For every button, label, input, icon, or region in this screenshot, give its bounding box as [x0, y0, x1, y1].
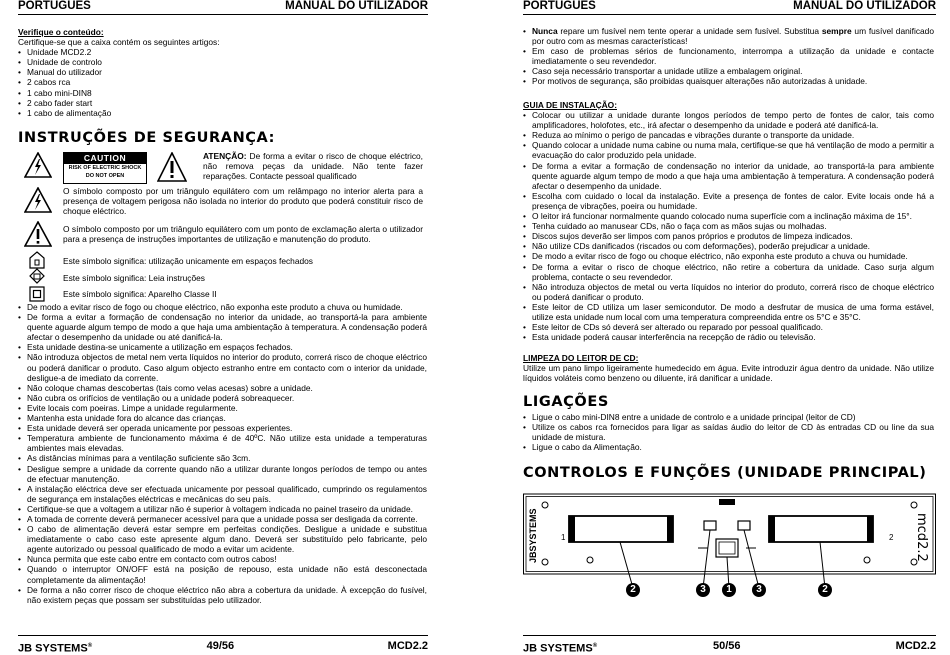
safety-item: • Nunca permita que este cabo entre em contacto com outros cabos!: [18, 554, 427, 564]
install-section: [523, 100, 934, 342]
page-header: [523, 0, 936, 15]
contents-title: Verifique o conteúdo:: [18, 27, 104, 37]
footer-model: MCD2.2: [895, 640, 936, 652]
lightning-warning-icon: [24, 187, 52, 213]
left-page: [18, 0, 428, 654]
safety-item: • Certifique-se que a voltagem a utilizar não é superior à voltagem indicada no painel traseiro da unidade.: [18, 504, 427, 514]
safety-item: • Não coloque chamas descobertas (tais como velas acesas) sobre a unidade.: [18, 383, 427, 393]
indoor-use-icon: [29, 251, 45, 269]
exclamation-warning-icon: [157, 152, 187, 182]
install-item: • Este leitor de CD utiliza um laser semicondutor. De modo a desfrutar de musica de uma forma estável, utilize esta unidade num local com uma temperatura compreendida entre os 5°C e 35°C.: [523, 302, 934, 322]
safety-item: • Quando o interruptor ON/OFF está na posição de repouso, esta unidade não está desconectada completamente da alimentação!: [18, 564, 427, 584]
header-title: MANUAL DO UTILIZADOR: [793, 0, 936, 12]
page-header: [18, 0, 428, 15]
contents-intro: Certifique-se que a caixa contém os seguintes artigos:: [18, 37, 220, 48]
page-footer: [18, 635, 428, 655]
callout-marker: 3: [752, 583, 766, 597]
contents-item: • Manual do utilizador: [18, 67, 428, 77]
device-model-label: mcd2.2: [914, 513, 929, 562]
header-language: PORTUGUÊS: [523, 0, 596, 12]
safety-item: • A instalação eléctrica deve ser efectuada unicamente por pessoal qualificado, cumprindo os regulamentos de segurança em instalações eléctricas e mecânicas do seu país.: [18, 484, 427, 504]
right-page: [523, 0, 936, 654]
cleaning-text: Utilize um pano limpo ligeiramente humedecido em água. Evite introduzir água dentro da unidade. Não utilize líquidos voláteis como benzeno ou diluente, irá danificar a unidade.: [523, 363, 934, 384]
connection-item: • Utilize os cabos rca fornecidos para ligar as saídas áudio do leitor de CD às entradas CD ou line da sua unidade de mistura.: [523, 422, 934, 442]
cleaning-title: LIMPEZA DO LEITOR DE CD:: [523, 353, 639, 363]
caution-line2: DO NOT OPEN: [85, 173, 125, 179]
read-symbol-text: Este símbolo significa: Leia instruções: [63, 273, 205, 283]
header-title: MANUAL DO UTILIZADOR: [285, 0, 428, 12]
contents-section: [18, 27, 428, 118]
safety-item: • De forma a não correr risco de choque eléctrico não abra a cobertura da unidade. À excepção do fusível, não existem peças que possam ser substituídas pelo utilizador.: [18, 585, 427, 605]
class-ii-symbol-text: Este símbolo significa: Aparelho Classe II: [63, 289, 217, 299]
safety-item: • De forma a evitar a formação de condensação no interior da unidade, ao transportá-la para ambiente quente aguarde algum tempo de modo a que haja uma ambientação à temperatura. A condensação poderá afectar o desempenho da unidade ou até danificá-la.: [18, 312, 427, 342]
safety-item: • De modo a evitar risco de fogo ou choque eléctrico, não exponha este produto a chuva ou humidade.: [18, 302, 427, 312]
drawer-label-2: 2: [889, 533, 894, 542]
bolt-description: O símbolo composto por um triângulo equilátero com um relâmpago no interior alerta para a presença de voltagem perigosa não isolada no interior do produto que poderá constituir risco de choque eléctrico.: [63, 186, 423, 217]
footer-brand: JB SYSTEMS®: [523, 642, 598, 655]
footer-page-number: 50/56: [712, 640, 741, 652]
caution-line1: RISK OF ELECTRIC SHOCK: [68, 165, 142, 171]
device-brand-label: JBSYSTEMS: [528, 508, 538, 563]
connections-list: [523, 412, 934, 452]
connection-item: • Ligue o cabo da Alimentação.: [523, 442, 934, 452]
contents-item: • 1 cabo de alimentação: [18, 108, 428, 118]
caution-label: [63, 152, 147, 184]
callout-marker: 3: [696, 583, 710, 597]
install-item: • Não introduza objectos de metal ou verta líquidos no interior do produto, correrá risco de choque eléctrico ou poderá danificar o produto.: [523, 282, 934, 302]
install-item: • Não utilize CDs danificados (riscados ou com deformações), poderão prejudicar a unidade.: [523, 241, 934, 251]
safety-item: • A tomada de corrente deverá permanecer acessível para que a unidade possa ser desligada da corrente.: [18, 514, 427, 524]
contents-item: • 2 cabos rca: [18, 77, 428, 87]
fuse-warning-item: • Caso seja necessário transportar a unidade utilize a embalagem original.: [523, 66, 934, 76]
caution-title: CAUTION: [64, 153, 146, 164]
fuse-warnings-list: [523, 26, 934, 87]
fuse-warning-item: • Por motivos de segurança, são proibidas quaisquer alterações não autorizadas à unidade.: [523, 76, 934, 86]
safety-item: • Temperatura ambiente de funcionamento máxima é de 40ºC. Não utilize esta unidade a temperaturas ambientes mais elevadas.: [18, 433, 427, 453]
contents-item: • Unidade de controlo: [18, 57, 428, 67]
safety-item: • Desligue sempre a unidade da corrente quando não a utilizar durante longos períodos de tempo ou antes de efectuar manutenção.: [18, 464, 427, 484]
drawer-label-1: 1: [561, 533, 566, 542]
indoor-symbol-text: Este símbolo significa: utilização unicamente em espaços fechados: [63, 256, 313, 266]
install-list: [523, 110, 934, 342]
exclamation-warning-icon: [24, 221, 52, 247]
footer-model: MCD2.2: [387, 640, 428, 652]
attention-text: ATENÇÃO: De forma a evitar o risco de choque eléctrico, não remova peças da unidade. Não tente fazer reparações. Contacte pessoal qualificado: [203, 151, 423, 182]
connections-heading: LIGAÇÕES: [523, 394, 609, 410]
install-item: • De modo a evitar risco de fogo ou choque eléctrico, não exponha este produto a chuva ou humidade.: [523, 251, 934, 261]
footer-brand: JB SYSTEMS®: [18, 642, 93, 655]
safety-item: • O cabo de alimentação deverá estar sempre em perfeitas condições. Desligue a unidade e substitua imediatamente o cabo caso este apresente algum dano. Deverá ser substituído pelo fabricante, pelo agente autorizado ou pessoal qualificado de modo a evitar um acidente.: [18, 524, 427, 554]
exclamation-description: O símbolo composto por um triângulo equilátero com um ponto de exclamação alerta o utilizador para a presença de instruções importantes de utilização e manutenção do produto.: [63, 224, 423, 245]
callout-marker: 2: [626, 583, 640, 597]
install-item: • Discos sujos deverão ser limpos com panos próprios e produtos de limpeza indicados.: [523, 231, 934, 241]
header-language: PORTUGUÊS: [18, 0, 91, 12]
callout-marker: 1: [722, 583, 736, 597]
contents-item: • 1 cabo mini-DIN8: [18, 88, 428, 98]
install-item: • Este leitor de CDs só deverá ser alterado ou reparado por pessoal qualificado.: [523, 322, 934, 332]
safety-item: • Não cubra os orifícios de ventilação ou a unidade poderá sobreaquecer.: [18, 393, 427, 403]
install-item: • Quando colocar a unidade numa cabine ou numa mala, certifique-se que há ventilação de modo a permitir a evacuação do calor produzido pela unidade.: [523, 140, 934, 160]
cleaning-section: [523, 353, 934, 383]
controls-heading: CONTROLOS E FUNÇÕES (UNIDADE PRINCIPAL): [523, 465, 927, 481]
read-instructions-icon: [29, 268, 45, 286]
install-item: • De forma a evitar a formação de condensação no interior da unidade, ao transportá-la para ambiente quente aguarde algum tempo de modo a que haja uma ambientação à temperatura. A condensação poderá afectar o desempenho da unidade.: [523, 161, 934, 191]
install-item: • O leitor irá funcionar normalmente quando colocado numa superfície com a inclinação máxima de 15°.: [523, 211, 934, 221]
class-ii-icon: [29, 286, 45, 302]
contents-item: • Unidade MCD2.2: [18, 47, 428, 57]
footer-page-number: 49/56: [206, 640, 235, 652]
contents-list: [18, 47, 428, 118]
safety-item: • Evite locais com poeiras. Limpe a unidade regularmente.: [18, 403, 427, 413]
safety-item: • Não introduza objectos de metal nem verta líquidos no interior do produto, correrá risco de choque eléctrico ou poderá danificar o produto. Caso algum objecto estranho entre em contacto com o interior da unidade, desligue-a de imediato da corrente.: [18, 352, 427, 382]
install-item: • Colocar ou utilizar a unidade durante longos períodos de tempo perto de fontes de calor, tais como amplificadores, holofotes, etc., irá afectar o desempenho da unidade e poderá até danificá-la.: [523, 110, 934, 130]
safety-heading: INSTRUÇÕES DE SEGURANÇA:: [18, 130, 276, 146]
install-title: GUIA DE INSTALAÇÃO:: [523, 100, 617, 110]
page-footer: [523, 635, 936, 655]
safety-item: • Esta unidade destina-se unicamente a utilização em espaços fechados.: [18, 342, 427, 352]
install-item: • Reduza ao mínimo o perigo de pancadas e vibrações durante o transporte da unidade.: [523, 130, 934, 140]
contents-item: • 2 cabo fader start: [18, 98, 428, 108]
lightning-warning-icon: [24, 152, 52, 178]
connection-item: • Ligue o cabo mini-DIN8 entre a unidade de controlo e a unidade principal (leitor de CD): [523, 412, 934, 422]
fuse-warning-item: • Em caso de problemas sérios de funcionamento, interrompa a utilização da unidade e contacte imediatamente o seu revendedor.: [523, 46, 934, 66]
fuse-warning-item: • Nunca repare um fusível nem tente operar a unidade sem fusível. Substitua sempre um fusível danificado por outro com as mesmas características!: [523, 26, 934, 46]
install-item: • Escolha com cuidado o local da instalação. Evite a presença de fontes de calor. Evite locais onde há a presença de vibrações, poeira ou humidade.: [523, 191, 934, 211]
safety-list: [18, 302, 427, 605]
safety-item: • Mantenha esta unidade fora do alcance das crianças.: [18, 413, 427, 423]
safety-item: • As distâncias mínimas para a ventilação suficiente são 3cm.: [18, 453, 427, 463]
install-item: • Tenha cuidado ao manusear CDs, não o faça com as mãos sujas ou molhadas.: [523, 221, 934, 231]
safety-item: • Esta unidade deverá ser operada unicamente por pessoas experientes.: [18, 423, 427, 433]
install-item: • De forma a evitar o risco de choque eléctrico, não retire a cobertura da unidade. Caso surja algum problema, contacte o seu revendedor.: [523, 262, 934, 282]
callout-marker: 2: [818, 583, 832, 597]
install-item: • Esta unidade poderá causar interferência na recepção de rádio ou televisão.: [523, 332, 934, 342]
